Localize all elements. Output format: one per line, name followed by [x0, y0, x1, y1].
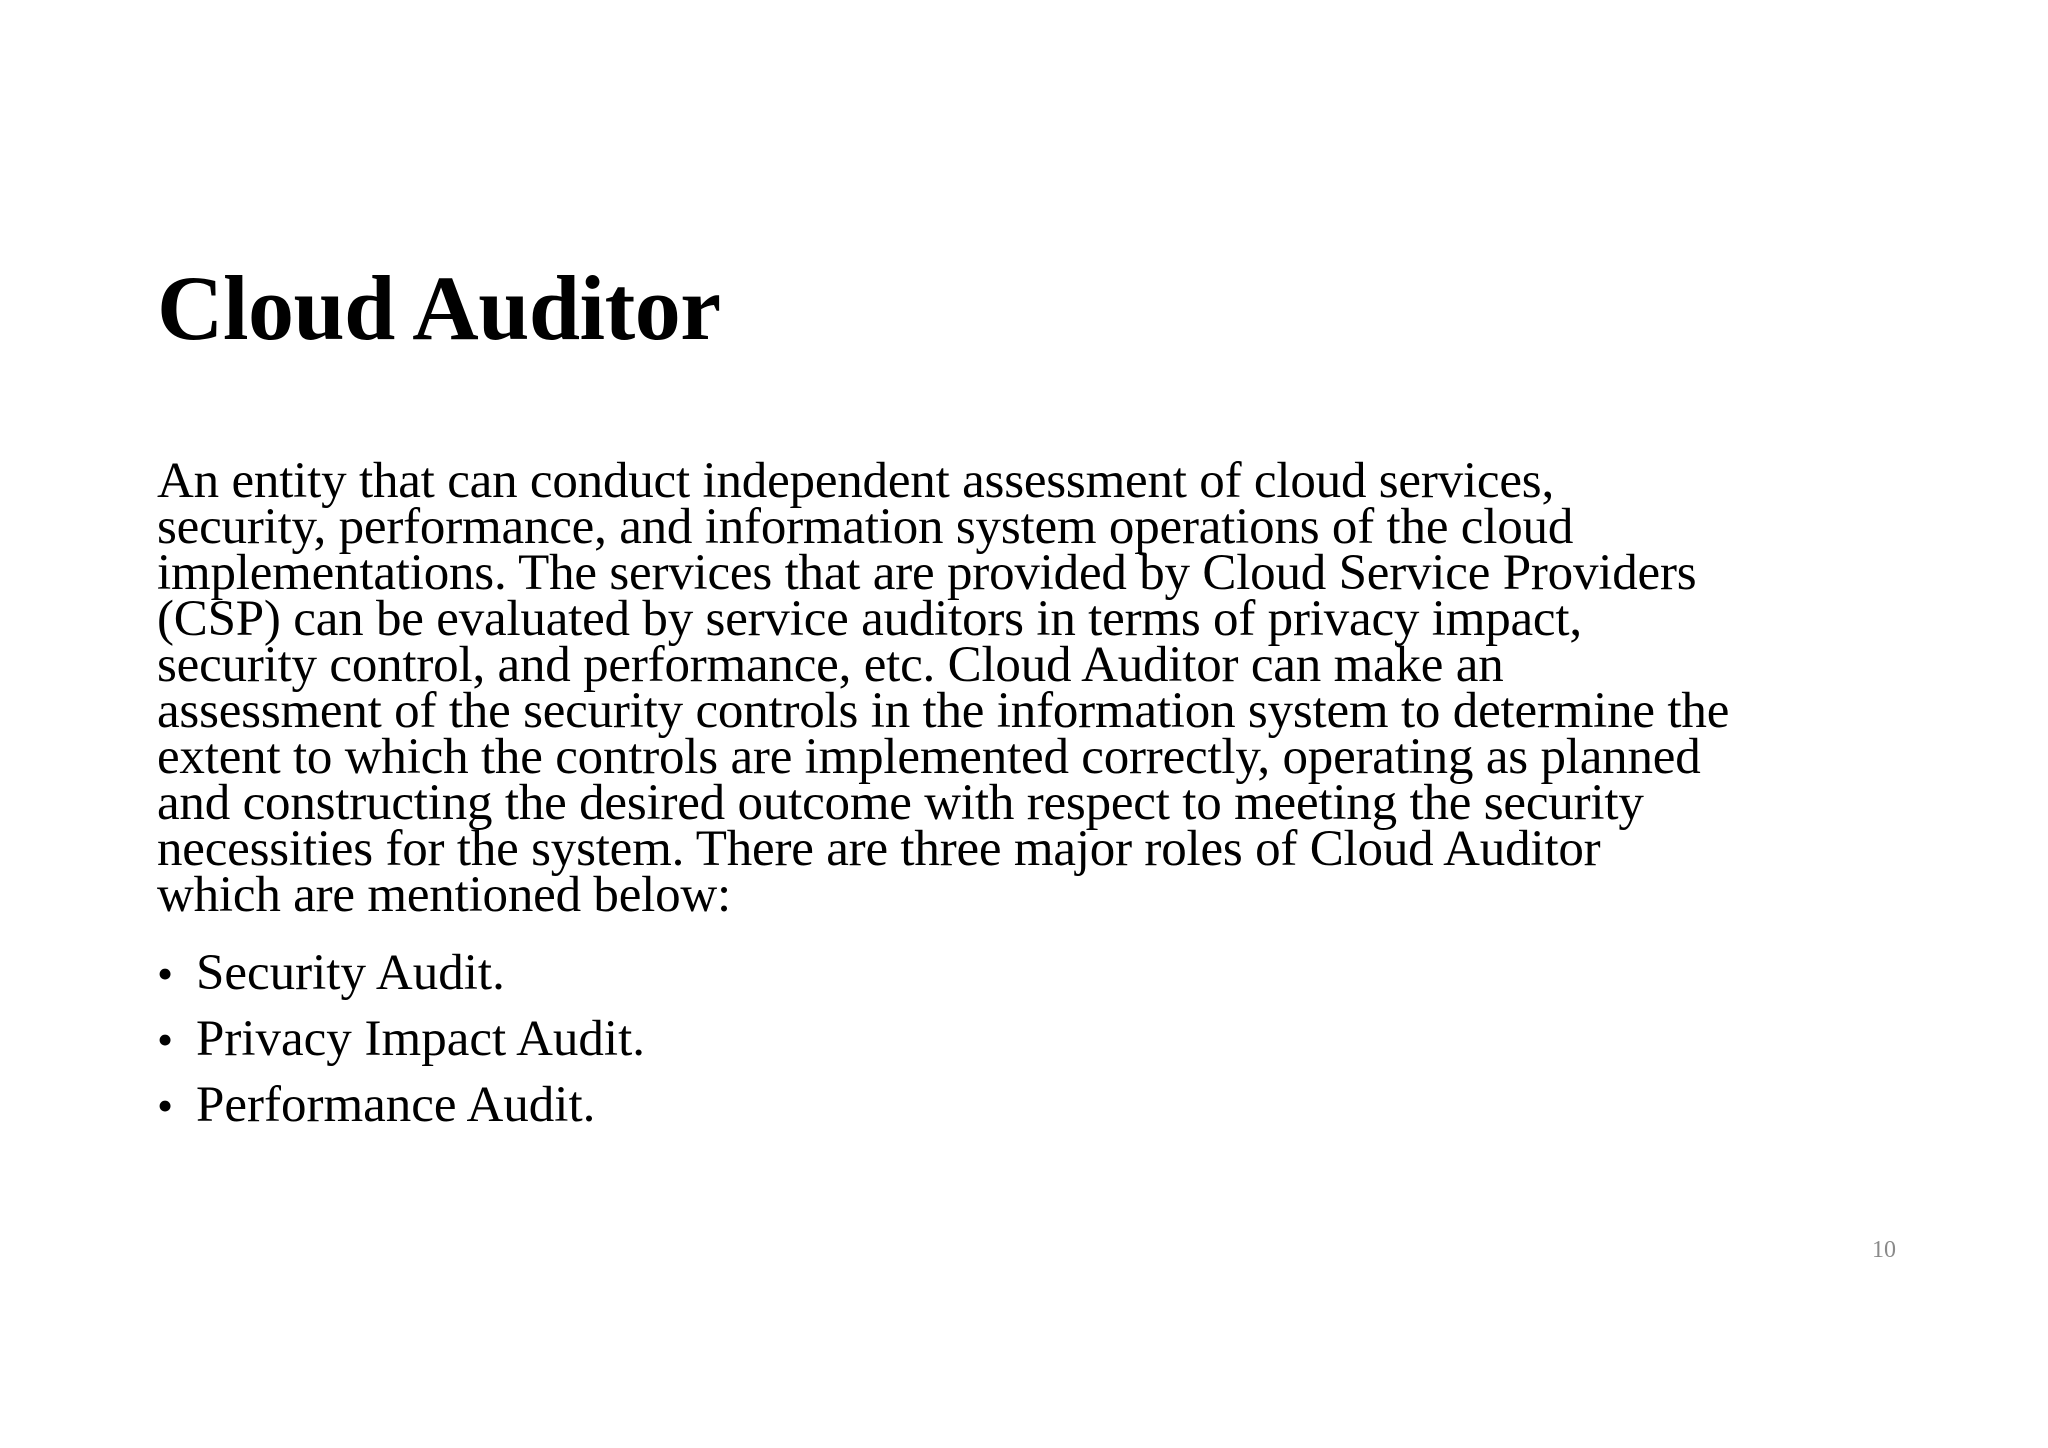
body-line: necessities for the system. There are three major roles of Cloud Auditor	[157, 821, 1601, 877]
body-line: and constructing the desired outcome with respect to meeting the security	[157, 775, 1644, 831]
body-paragraph	[157, 453, 1730, 923]
bullet-icon: •	[157, 1080, 174, 1131]
body-line: assessment of the security controls in the information system to determine the	[157, 683, 1730, 739]
body-line: security, performance, and information system operations of the cloud	[157, 499, 1574, 555]
page-number: 10	[1872, 1237, 1896, 1263]
body-line: extent to which the controls are implemented correctly, operating as planned	[157, 729, 1701, 785]
list-item-performance-audit	[157, 1072, 645, 1138]
list-item-label: Security Audit.	[196, 945, 505, 1001]
body-line: implementations. The services that are provided by Cloud Service Providers	[157, 545, 1697, 601]
body-line: which are mentioned below:	[157, 867, 732, 923]
body-line: (CSP) can be evaluated by service auditors in terms of privacy impact,	[157, 591, 1582, 647]
body-line: An entity that can conduct independent assessment of cloud services,	[157, 453, 1554, 509]
list-item-privacy-impact-audit	[157, 1006, 645, 1072]
slide-title: Cloud Auditor	[157, 257, 721, 359]
list-item-label: Performance Audit.	[196, 1077, 596, 1133]
list-item-security-audit	[157, 940, 645, 1006]
list-item-label: Privacy Impact Audit.	[196, 1011, 645, 1067]
auditor-roles-list	[157, 940, 645, 1138]
bullet-icon: •	[157, 948, 174, 999]
bullet-icon: •	[157, 1014, 174, 1065]
body-line: security control, and performance, etc. Cloud Auditor can make an	[157, 637, 1504, 693]
